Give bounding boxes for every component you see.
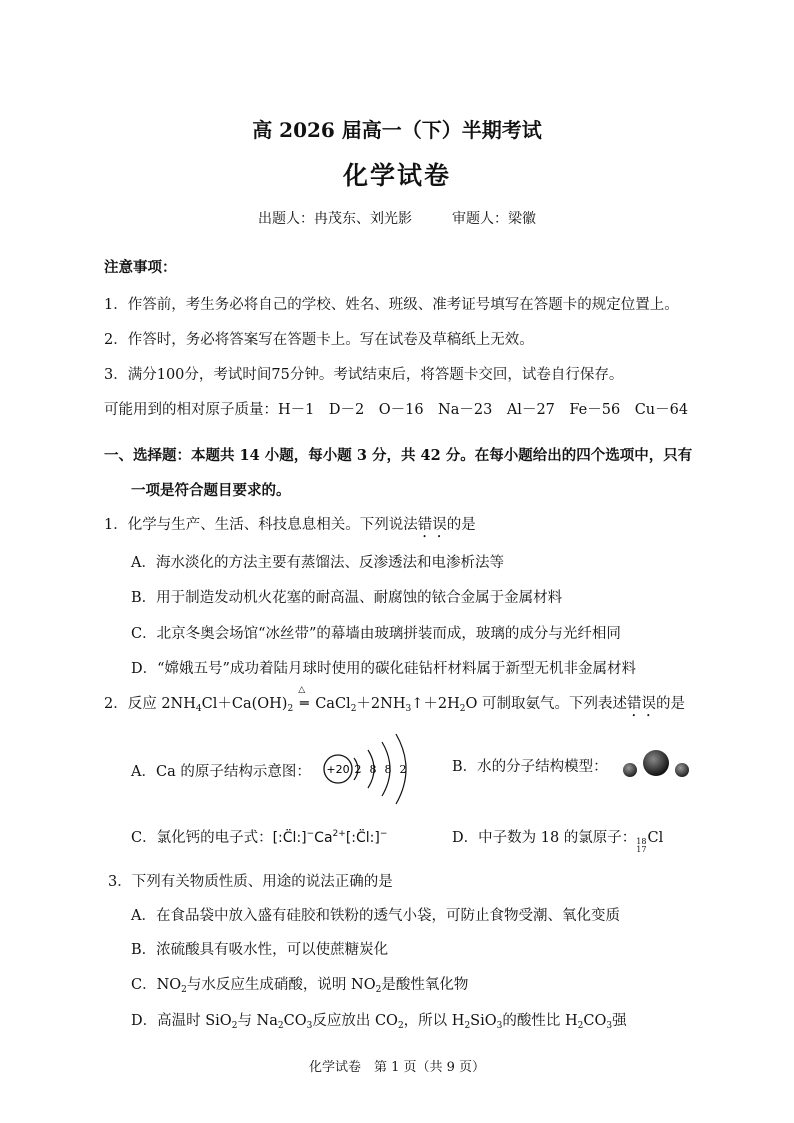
q2-option-a: A．Ca 的原子结构示意图： xyxy=(131,764,311,780)
q3-option-b: B．浓硫酸具有吸水性，可以使蔗糖炭化 xyxy=(131,942,389,958)
authors-line xyxy=(0,208,794,228)
q3-option-a: A．在食品袋中放入盛有硅胶和铁粉的透气小袋，可防止食物受潮、氧化变质 xyxy=(131,908,620,924)
emphasis-wrong: 错误 xyxy=(626,696,656,712)
calcium-chloride-electron-formula: $[:C̈l:]^-Ca^{2+}[:C̈l:]^-$ xyxy=(272,829,388,846)
q2-option-d: D．中子数为 18 的氯原子： 18 17 Cl xyxy=(452,830,664,854)
q1-option-d: D．“嫦娥五号”成功着陆月球时使用的碳化硅钻杆材料属于新型无机非金属材料 xyxy=(131,661,636,677)
emphasis-wrong: 错误 xyxy=(417,517,447,533)
q3-option-c: C．$NO_2$与水反应生成硝酸，说明 $NO_2$是酸性氧化物 xyxy=(131,977,469,995)
page-footer: 化学试卷 第 1 页（共 9 页） xyxy=(308,1060,486,1075)
notice-heading: 注意事项： xyxy=(104,259,177,276)
shell-electrons-3: 8 xyxy=(384,763,392,776)
q2-option-b: B．水的分子结构模型： xyxy=(452,759,608,775)
section-heading-cont: 一项是符合题目要求的。 xyxy=(131,482,291,499)
exam-subject-title: 化学试卷 xyxy=(342,161,451,190)
isotope-numbers: 18 17 xyxy=(636,837,647,854)
shell-electrons-2: 8 xyxy=(369,763,377,776)
notice-item-1: 1．作答前，考生务必将自己的学校、姓名、班级、准考证号填写在答题卡的规定位置上。 xyxy=(104,297,679,313)
shell-electrons-1: 2 xyxy=(354,763,362,776)
q1-option-a: A．海水淡化的方法主要有蒸馏法、反渗透法和电渗析法等 xyxy=(131,555,504,571)
notice-item-3: 3．满分100分，考试时间75分钟。考试结束后，将答题卡交回，试卷自行保存。 xyxy=(104,367,624,383)
q1-option-c: C．北京冬奥会场馆“冰丝带”的幕墙由玻璃拼装而成，玻璃的成分与光纤相同 xyxy=(131,626,621,642)
notice-item-2: 2．作答时，务必将答案写在答题卡上。写在试卷及草稿纸上无效。 xyxy=(104,332,534,348)
q3-option-d: D．高温时 SiO$_2$与 $Na_2CO_3$反应放出 $CO_2$，所以 $H_2SiO_3$的酸性比 $H_2CO_3$强 xyxy=(131,1013,627,1031)
question-authors: 出题人：冉茂东、刘光影 xyxy=(258,211,412,227)
atomic-masses: 可能用到的相对原子质量：H－1 D－2 O－16 Na－23 Al－27 Fe－56 Cu－64 xyxy=(104,402,689,418)
q2-option-c: C．氯化钙的电子式：$[:C̈l:]^-Ca^{2+}[:C̈l:]^-$ xyxy=(131,829,388,846)
calcium-atom-structure-diagram xyxy=(318,728,418,818)
section-heading: 一、选择题：本题共 14 小题，每小题 3 分，共 42 分。在每小题给出的四个选项中，只有 xyxy=(104,447,693,464)
q1-option-b: B．用于制造发动机火花塞的耐高温、耐腐蚀的铱合金属于金属材料 xyxy=(131,590,563,606)
question-2-stem: 2．反应 $2NH_4Cl+Ca(OH)_2$ △ ═ $CaCl_2+2NH_3↑+2H_2O$ 可制取氨气。下列表述错误的是 xyxy=(104,685,685,714)
question-1-stem: 1．化学与生产、生活、科技息息相关。下列说法错误的是 xyxy=(104,517,476,533)
question-3-stem: 3．下列有关物质性质、用途的说法正确的是 xyxy=(108,874,393,890)
reviewer: 审题人：梁徽 xyxy=(452,211,536,227)
shell-electrons-4: 2 xyxy=(399,763,407,776)
nucleus-charge: +20 xyxy=(326,763,350,776)
water-molecule-model xyxy=(618,748,694,784)
exam-title: 高 2026 届高一（下）半期考试 xyxy=(252,118,542,142)
